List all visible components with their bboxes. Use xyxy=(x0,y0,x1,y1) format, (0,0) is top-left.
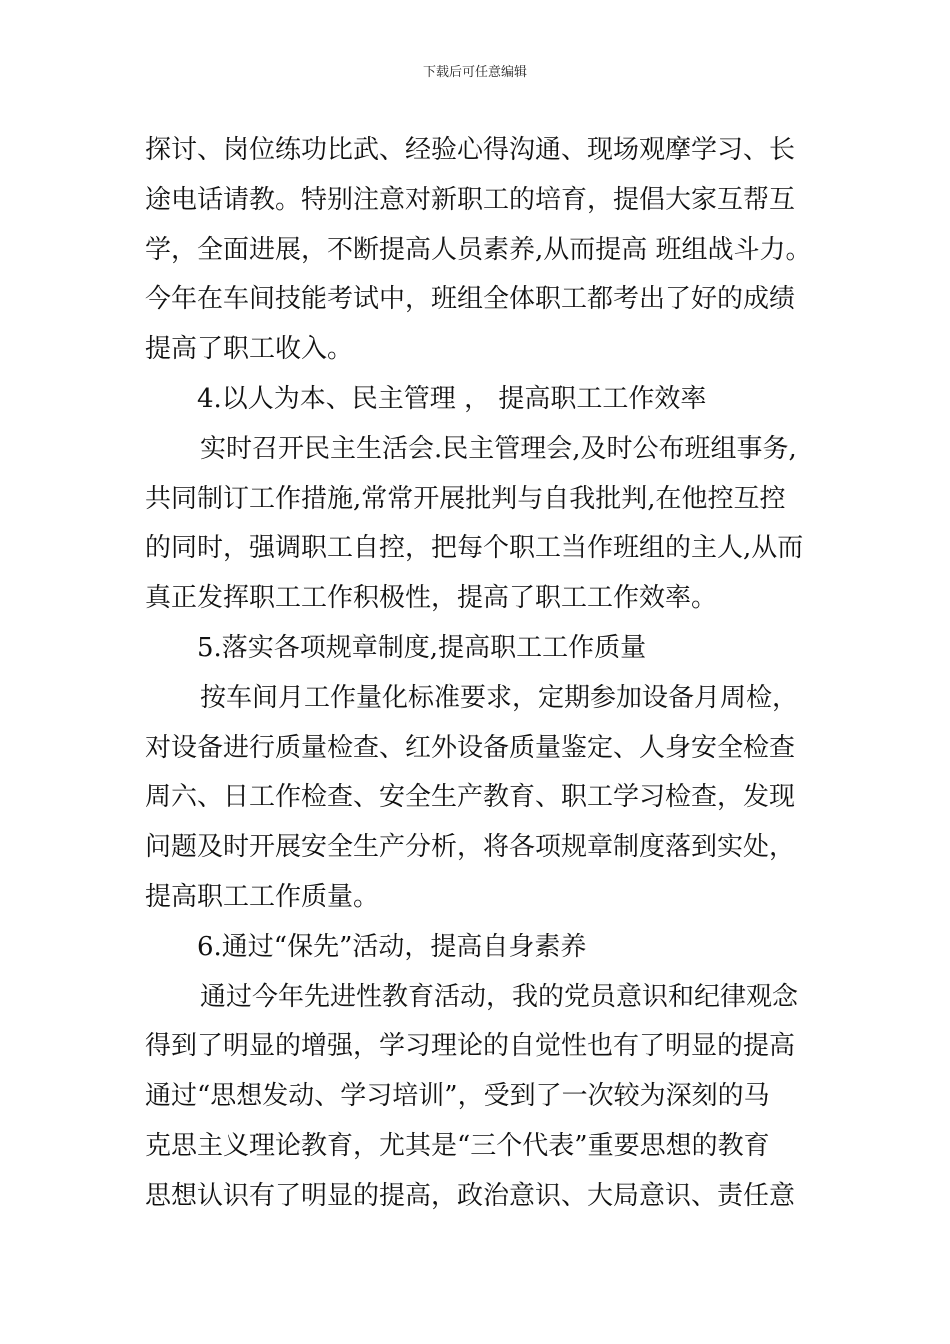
text-line: 周六、日工作检查、安全生产教育、职工学习检查，发现 xyxy=(145,782,796,813)
text-line: 思想认识有了明显的提高，政治意识、大局意识、责任意 xyxy=(145,1180,796,1211)
text-line: 的同时，强调职工自控，把每个职工当作班组的主人,从而 xyxy=(145,533,804,564)
text-line: 问题及时开展安全生产分析，将各项规章制度落到实处， xyxy=(145,832,796,863)
text-line: 提高了职工收入。 xyxy=(145,334,354,365)
section-heading: 6.通过“保先”活动，提高自身素养 xyxy=(197,931,587,962)
paragraph-first-line: 按车间月工作量化标准要求，定期参加设备月周检， xyxy=(200,682,799,713)
paragraph-first-line: 通过今年先进性教育活动，我的党员意识和纪律观念 xyxy=(200,981,799,1012)
text-line: 提高职工工作质量。 xyxy=(145,881,380,912)
text-line: 今年在车间技能考试中，班组全体职工都考出了好的成绩 xyxy=(145,284,796,315)
document-body xyxy=(145,126,835,1222)
section-heading: 5.落实各项规章制度,提高职工工作质量 xyxy=(197,632,647,663)
text-line: 学，全面进展，不断提高人员素养,从而提高 班组战斗力。 xyxy=(145,234,812,265)
text-line: 真正发挥职工工作积极性，提高了职工工作效率。 xyxy=(145,583,718,614)
text-line: 得到了明显的增强，学习理论的自觉性也有了明显的提高 xyxy=(145,1031,796,1062)
text-line: 途电话请教。特别注意对新职工的培育，提倡大家互帮互 xyxy=(145,184,796,215)
text-line: 共同制订工作措施,常常开展批判与自我批判,在他控互控 xyxy=(145,483,786,514)
text-line: 克思主义理论教育，尤其是“三个代表”重要思想的教育 xyxy=(145,1130,770,1161)
text-line: 对设备进行质量检查、红外设备质量鉴定、人身安全检查 xyxy=(145,732,796,763)
paragraph-first-line: 实时召开民主生活会.民主管理会,及时公布班组事务, xyxy=(200,433,797,464)
page-header: 下载后可任意编辑 xyxy=(422,65,527,80)
text-line: 通过“思想发动、学习培训”，受到了一次较为深刻的马 xyxy=(145,1081,770,1112)
section-heading: 4.以人为本、民主管理 ， 提高职工工作效率 xyxy=(197,383,707,414)
text-line: 探讨、岗位练功比武、经验心得沟通、现场观摩学习、长 xyxy=(145,135,796,165)
